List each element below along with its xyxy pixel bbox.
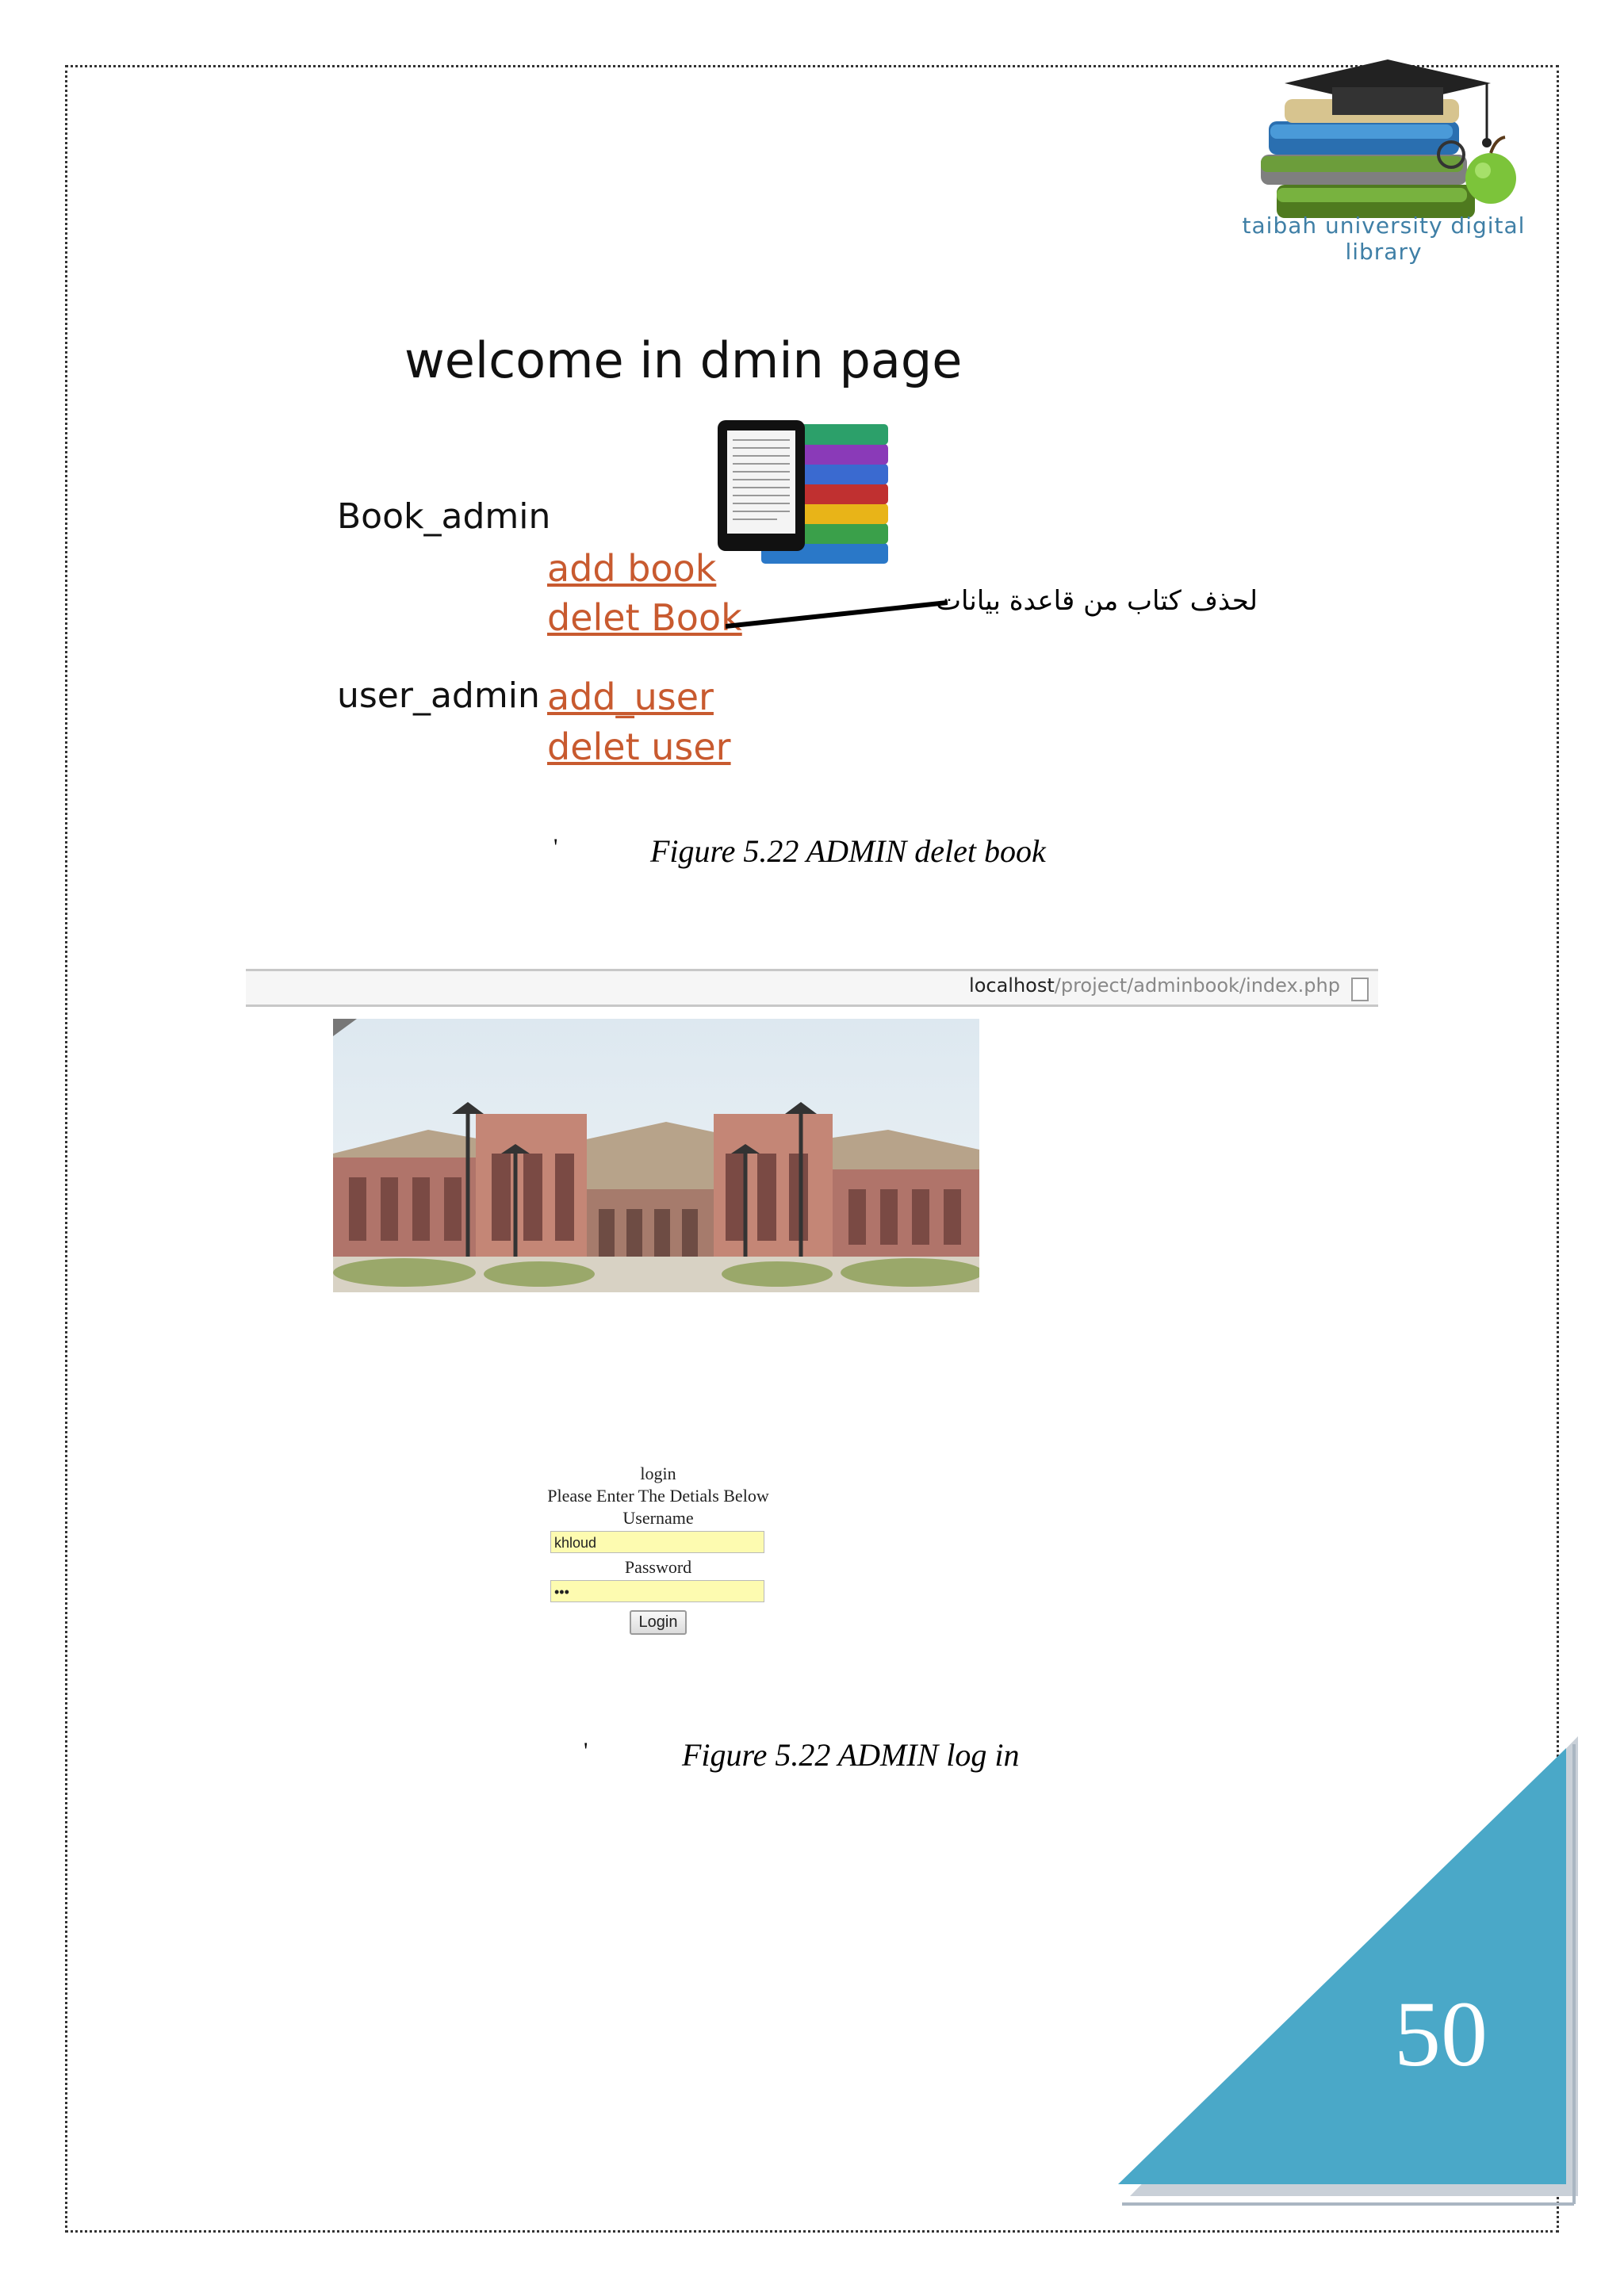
campus-banner-image: [333, 1019, 979, 1292]
page-icon: [1351, 978, 1369, 1001]
figure-caption-delet-book: Figure 5.22 ADMIN delet book: [650, 833, 1046, 869]
caption-tick-2: ': [584, 1738, 588, 1764]
url-path: /project/adminbook/index.php: [1054, 974, 1340, 997]
url-text: [969, 974, 1340, 997]
annotation-pointer-line: [726, 587, 948, 634]
username-input[interactable]: khloud: [550, 1531, 764, 1553]
admin-page-heading: welcome in dmin page: [404, 331, 963, 389]
figure-caption-log-in: Figure 5.22 ADMIN log in: [682, 1737, 1020, 1773]
user-admin-label: user_admin: [337, 675, 540, 716]
admin-page-screenshot: [317, 270, 1245, 825]
url-host: localhost: [969, 974, 1055, 997]
page-corner-triangle: [1106, 1736, 1582, 2212]
arabic-annotation: لحذف كتاب من قاعدة بيانات: [936, 585, 1258, 617]
delet-book-link[interactable]: delet Book: [547, 596, 742, 639]
add-book-link[interactable]: add book: [547, 547, 717, 590]
password-label: Password: [624, 1557, 692, 1577]
login-button[interactable]: Login: [630, 1610, 688, 1635]
username-label: Username: [622, 1508, 694, 1528]
ebook-stack-image: [714, 408, 896, 567]
login-instructions: Please Enter The Detials Below: [547, 1486, 769, 1506]
add-user-link[interactable]: add_user: [547, 675, 714, 718]
page-number: 50: [1394, 1982, 1488, 2086]
logo-text: taibah university digital library: [1242, 212, 1526, 265]
login-title: login: [640, 1464, 676, 1483]
caption-tick: ': [553, 834, 558, 860]
password-input[interactable]: •••: [550, 1580, 764, 1602]
book-admin-label: Book_admin: [337, 496, 551, 537]
browser-address-bar[interactable]: [246, 969, 1378, 1007]
delet-user-link[interactable]: delet user: [547, 725, 731, 768]
login-form: [500, 1463, 817, 1635]
